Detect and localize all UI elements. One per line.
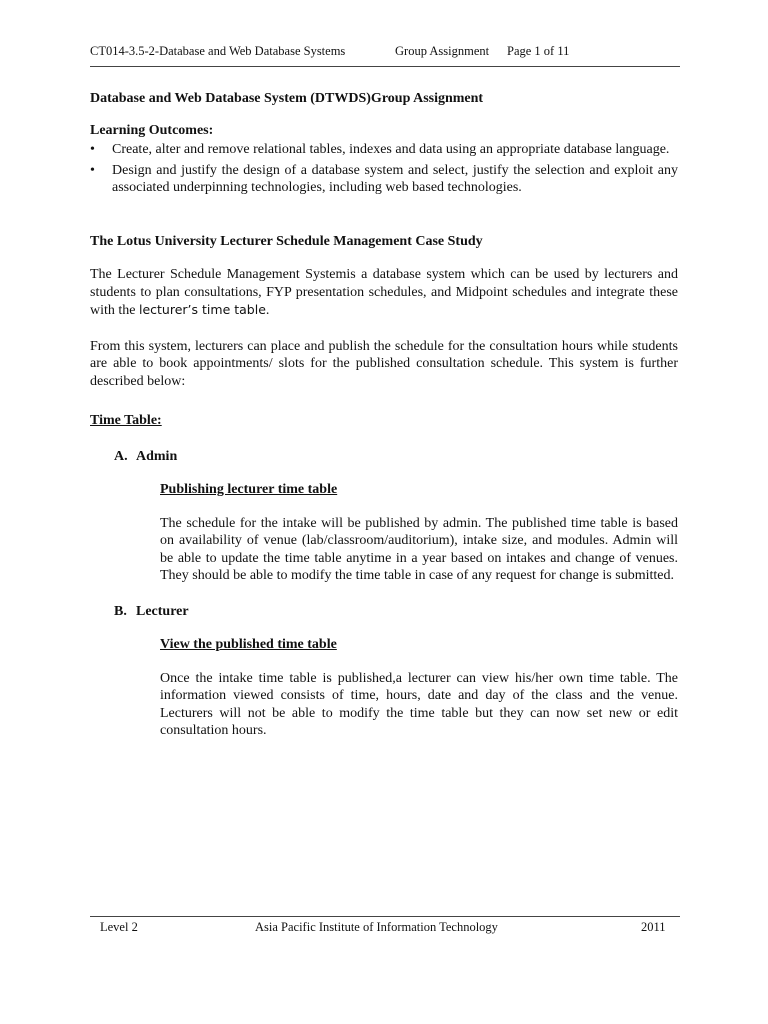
section-admin bbox=[90, 448, 678, 585]
list-item: • Design and justify the design of a database system and select, justify the selection and exploit any associated underpinning technologies, including web based technologies. bbox=[90, 162, 678, 195]
admin-paragraph: The schedule for the intake will be published by admin. The published time table is based on availability of venue (lab/classroom/auditorium), intake size, and modules. Admin will be able to update the time table anytime in a year based on intakes and change of venues. They should be able to modify the time table in case of any request for change is submitted. bbox=[160, 515, 678, 583]
case-study-heading: The Lotus University Lecturer Schedule Management Case Study bbox=[90, 233, 483, 249]
lecturer-paragraph: Once the intake time table is published,a lecturer can view his/her own time table. The information viewed consists of time, hours, date and day of the class and the venue. Lecturers will not be able to modify the time table but they can now set new or edit consultation hours. bbox=[160, 670, 678, 738]
bullet-icon: • bbox=[90, 142, 95, 157]
bullet-icon: • bbox=[90, 162, 95, 178]
footer-institute: Asia Pacific Institute of Information Technology bbox=[255, 920, 498, 934]
header-page-number: Page 1 of 11 bbox=[507, 44, 570, 58]
case-study-paragraph-1: The Lecturer Schedule Management Systemis a database system which can be used by lecturers and students to plan consultations, FYP presentation schedules, and Midpoint schedules and integrate these with the lecturer’s time table. bbox=[90, 267, 678, 318]
learning-outcomes-heading: Learning Outcomes: bbox=[90, 122, 214, 138]
header-divider bbox=[90, 66, 680, 67]
time-table-heading: Time Table: bbox=[90, 413, 162, 428]
footer-year: 2011 bbox=[641, 920, 666, 934]
header-assignment: Group Assignment bbox=[395, 44, 490, 58]
section-admin-heading: A. Admin bbox=[114, 448, 178, 464]
publishing-time-table-heading: Publishing lecturer time table bbox=[160, 482, 338, 497]
view-time-table-heading: View the published time table bbox=[160, 637, 337, 652]
case-study-paragraph-2: From this system, lecturers can place and publish the schedule for the consultation hours while students are able to book appointments/ slots for the published consultation schedule. This system is further described below: bbox=[90, 338, 678, 389]
document-title: Database and Web Database System (DTWDS)Group Assignment bbox=[90, 91, 484, 106]
section-lecturer bbox=[90, 603, 678, 740]
footer-divider bbox=[90, 916, 680, 917]
section-lecturer-heading: B. Lecturer bbox=[114, 603, 189, 619]
document-body bbox=[90, 90, 678, 740]
footer-level: Level 2 bbox=[100, 920, 138, 934]
learning-outcomes-list bbox=[90, 141, 678, 197]
header-course: CT014-3.5-2-Database and Web Database Systems bbox=[90, 44, 346, 58]
list-item: • Create, alter and remove relational tables, indexes and data using an appropriate database language. bbox=[90, 142, 670, 157]
